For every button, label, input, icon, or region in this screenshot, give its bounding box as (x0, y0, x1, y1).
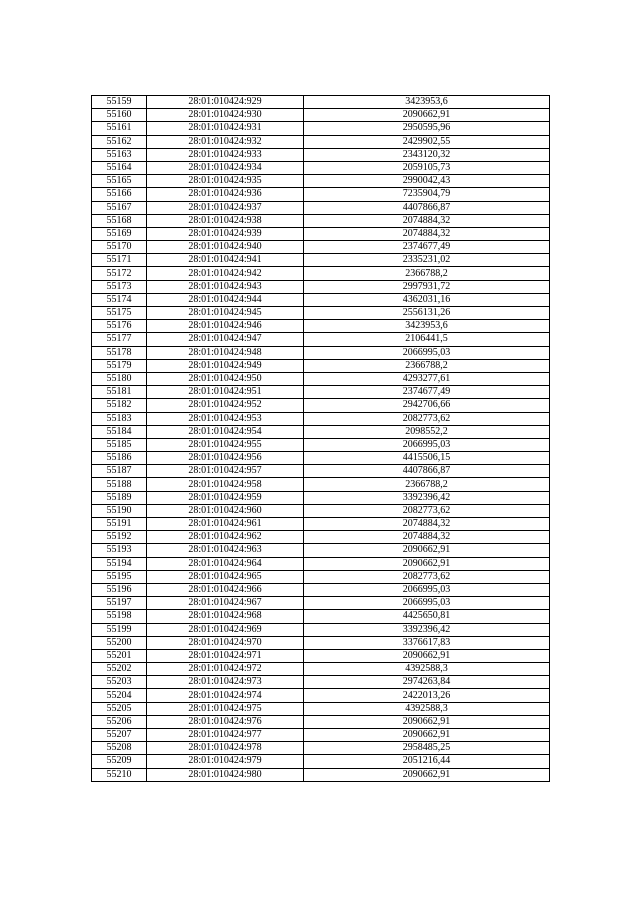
cadastral-value-table (91, 95, 550, 782)
cadastral-value-cell: 2335231,02 (304, 254, 550, 267)
cadastral-value-cell: 2343120,32 (304, 148, 550, 161)
row-number-cell: 55162 (92, 135, 147, 148)
cadastral-value-cell: 2090662,91 (304, 768, 550, 781)
row-number-cell: 55188 (92, 478, 147, 491)
table-row (92, 293, 550, 306)
table-row (92, 583, 550, 596)
table-row (92, 161, 550, 174)
cadastral-number-cell: 28:01:010424:956 (147, 452, 304, 465)
cadastral-value-cell: 2366788,2 (304, 478, 550, 491)
cadastral-number-cell: 28:01:010424:937 (147, 201, 304, 214)
cadastral-number-cell: 28:01:010424:945 (147, 307, 304, 320)
cadastral-value-cell: 2374677,49 (304, 386, 550, 399)
cadastral-value-cell: 2974263,84 (304, 676, 550, 689)
cadastral-number-cell: 28:01:010424:973 (147, 676, 304, 689)
table-row (92, 636, 550, 649)
row-number-cell: 55197 (92, 597, 147, 610)
table-row (92, 412, 550, 425)
cadastral-value-cell: 4392588,3 (304, 702, 550, 715)
cadastral-number-cell: 28:01:010424:957 (147, 465, 304, 478)
row-number-cell: 55207 (92, 729, 147, 742)
table-row (92, 610, 550, 623)
table-row (92, 188, 550, 201)
cadastral-value-cell: 2997931,72 (304, 280, 550, 293)
cadastral-value-cell: 3392396,42 (304, 491, 550, 504)
row-number-cell: 55190 (92, 504, 147, 517)
cadastral-value-cell: 2942706,66 (304, 399, 550, 412)
cadastral-number-cell: 28:01:010424:929 (147, 96, 304, 109)
row-number-cell: 55185 (92, 438, 147, 451)
row-number-cell: 55179 (92, 359, 147, 372)
cadastral-number-cell: 28:01:010424:930 (147, 109, 304, 122)
row-number-cell: 55193 (92, 544, 147, 557)
cadastral-number-cell: 28:01:010424:978 (147, 742, 304, 755)
cadastral-value-cell: 2082773,62 (304, 570, 550, 583)
cadastral-number-cell: 28:01:010424:962 (147, 531, 304, 544)
cadastral-number-cell: 28:01:010424:949 (147, 359, 304, 372)
cadastral-number-cell: 28:01:010424:963 (147, 544, 304, 557)
cadastral-value-cell: 2556131,26 (304, 307, 550, 320)
table-row (92, 320, 550, 333)
cadastral-number-cell: 28:01:010424:976 (147, 715, 304, 728)
cadastral-number-cell: 28:01:010424:974 (147, 689, 304, 702)
table-row (92, 175, 550, 188)
cadastral-value-cell: 2074884,32 (304, 227, 550, 240)
cadastral-number-cell: 28:01:010424:941 (147, 254, 304, 267)
cadastral-number-cell: 28:01:010424:943 (147, 280, 304, 293)
row-number-cell: 55210 (92, 768, 147, 781)
row-number-cell: 55202 (92, 663, 147, 676)
cadastral-number-cell: 28:01:010424:931 (147, 122, 304, 135)
row-number-cell: 55170 (92, 241, 147, 254)
cadastral-value-cell: 3376617,83 (304, 636, 550, 649)
table-row (92, 755, 550, 768)
cadastral-number-cell: 28:01:010424:952 (147, 399, 304, 412)
row-number-cell: 55165 (92, 175, 147, 188)
cadastral-number-cell: 28:01:010424:938 (147, 214, 304, 227)
cadastral-number-cell: 28:01:010424:953 (147, 412, 304, 425)
cadastral-number-cell: 28:01:010424:942 (147, 267, 304, 280)
cadastral-value-cell: 4425650,81 (304, 610, 550, 623)
cadastral-value-cell: 7235904,79 (304, 188, 550, 201)
cadastral-value-cell: 2429902,55 (304, 135, 550, 148)
cadastral-value-cell: 2090662,91 (304, 557, 550, 570)
table-row (92, 768, 550, 781)
row-number-cell: 55181 (92, 386, 147, 399)
row-number-cell: 55163 (92, 148, 147, 161)
cadastral-number-cell: 28:01:010424:935 (147, 175, 304, 188)
table-row (92, 452, 550, 465)
table-row (92, 254, 550, 267)
table-row (92, 438, 550, 451)
row-number-cell: 55160 (92, 109, 147, 122)
cadastral-number-cell: 28:01:010424:964 (147, 557, 304, 570)
cadastral-number-cell: 28:01:010424:940 (147, 241, 304, 254)
cadastral-number-cell: 28:01:010424:965 (147, 570, 304, 583)
table-row (92, 715, 550, 728)
table-row (92, 557, 550, 570)
cadastral-value-cell: 2090662,91 (304, 544, 550, 557)
cadastral-number-cell: 28:01:010424:954 (147, 425, 304, 438)
cadastral-number-cell: 28:01:010424:932 (147, 135, 304, 148)
table-row (92, 676, 550, 689)
row-number-cell: 55208 (92, 742, 147, 755)
cadastral-value-cell: 3423953,6 (304, 96, 550, 109)
row-number-cell: 55196 (92, 583, 147, 596)
cadastral-number-cell: 28:01:010424:950 (147, 372, 304, 385)
table-row (92, 478, 550, 491)
row-number-cell: 55203 (92, 676, 147, 689)
cadastral-value-cell: 2090662,91 (304, 109, 550, 122)
row-number-cell: 55167 (92, 201, 147, 214)
cadastral-value-cell: 2066995,03 (304, 438, 550, 451)
cadastral-value-cell: 2074884,32 (304, 518, 550, 531)
cadastral-number-cell: 28:01:010424:960 (147, 504, 304, 517)
table-row (92, 544, 550, 557)
cadastral-value-cell: 2090662,91 (304, 649, 550, 662)
row-number-cell: 55201 (92, 649, 147, 662)
table-row (92, 214, 550, 227)
cadastral-value-cell: 2990042,43 (304, 175, 550, 188)
cadastral-number-cell: 28:01:010424:934 (147, 161, 304, 174)
cadastral-number-cell: 28:01:010424:966 (147, 583, 304, 596)
cadastral-value-cell: 2066995,03 (304, 583, 550, 596)
table-row (92, 425, 550, 438)
cadastral-value-cell: 4293277,61 (304, 372, 550, 385)
table-row (92, 518, 550, 531)
table-row (92, 122, 550, 135)
table-row (92, 465, 550, 478)
cadastral-number-cell: 28:01:010424:946 (147, 320, 304, 333)
table-row (92, 227, 550, 240)
table-row (92, 386, 550, 399)
cadastral-number-cell: 28:01:010424:968 (147, 610, 304, 623)
row-number-cell: 55159 (92, 96, 147, 109)
table-row (92, 148, 550, 161)
cadastral-value-cell: 2066995,03 (304, 597, 550, 610)
row-number-cell: 55183 (92, 412, 147, 425)
row-number-cell: 55189 (92, 491, 147, 504)
row-number-cell: 55177 (92, 333, 147, 346)
row-number-cell: 55178 (92, 346, 147, 359)
row-number-cell: 55182 (92, 399, 147, 412)
table-row (92, 702, 550, 715)
cadastral-value-cell: 3423953,6 (304, 320, 550, 333)
table-row (92, 280, 550, 293)
cadastral-value-cell: 2950595,96 (304, 122, 550, 135)
cadastral-number-cell: 28:01:010424:970 (147, 636, 304, 649)
cadastral-number-cell: 28:01:010424:936 (147, 188, 304, 201)
cadastral-value-cell: 2074884,32 (304, 214, 550, 227)
cadastral-number-cell: 28:01:010424:977 (147, 729, 304, 742)
table-row (92, 201, 550, 214)
cadastral-value-cell: 2098552,2 (304, 425, 550, 438)
row-number-cell: 55198 (92, 610, 147, 623)
row-number-cell: 55205 (92, 702, 147, 715)
row-number-cell: 55171 (92, 254, 147, 267)
row-number-cell: 55173 (92, 280, 147, 293)
cadastral-number-cell: 28:01:010424:980 (147, 768, 304, 781)
table-row (92, 372, 550, 385)
row-number-cell: 55204 (92, 689, 147, 702)
cadastral-number-cell: 28:01:010424:979 (147, 755, 304, 768)
cadastral-value-cell: 2066995,03 (304, 346, 550, 359)
table-row (92, 267, 550, 280)
cadastral-number-cell: 28:01:010424:967 (147, 597, 304, 610)
cadastral-value-cell: 4407866,87 (304, 201, 550, 214)
table-row (92, 307, 550, 320)
cadastral-value-cell: 2422013,26 (304, 689, 550, 702)
cadastral-value-cell: 2090662,91 (304, 715, 550, 728)
row-number-cell: 55166 (92, 188, 147, 201)
table-body (92, 96, 550, 782)
cadastral-number-cell: 28:01:010424:951 (147, 386, 304, 399)
cadastral-number-cell: 28:01:010424:959 (147, 491, 304, 504)
cadastral-value-cell: 2082773,62 (304, 412, 550, 425)
table-row (92, 742, 550, 755)
table-row (92, 109, 550, 122)
row-number-cell: 55206 (92, 715, 147, 728)
row-number-cell: 55161 (92, 122, 147, 135)
row-number-cell: 55199 (92, 623, 147, 636)
cadastral-value-cell: 2374677,49 (304, 241, 550, 254)
row-number-cell: 55176 (92, 320, 147, 333)
table-row (92, 333, 550, 346)
cadastral-number-cell: 28:01:010424:975 (147, 702, 304, 715)
cadastral-value-cell: 4415506,15 (304, 452, 550, 465)
row-number-cell: 55194 (92, 557, 147, 570)
cadastral-number-cell: 28:01:010424:955 (147, 438, 304, 451)
row-number-cell: 55180 (92, 372, 147, 385)
cadastral-number-cell: 28:01:010424:939 (147, 227, 304, 240)
table-row (92, 359, 550, 372)
row-number-cell: 55169 (92, 227, 147, 240)
row-number-cell: 55191 (92, 518, 147, 531)
table-row (92, 597, 550, 610)
row-number-cell: 55168 (92, 214, 147, 227)
cadastral-number-cell: 28:01:010424:948 (147, 346, 304, 359)
row-number-cell: 55184 (92, 425, 147, 438)
row-number-cell: 55174 (92, 293, 147, 306)
cadastral-value-cell: 2051216,44 (304, 755, 550, 768)
cadastral-value-cell: 2059105,73 (304, 161, 550, 174)
row-number-cell: 55175 (92, 307, 147, 320)
table-row (92, 570, 550, 583)
table-row (92, 729, 550, 742)
cadastral-value-cell: 4407866,87 (304, 465, 550, 478)
cadastral-value-cell: 2366788,2 (304, 267, 550, 280)
cadastral-value-cell: 2106441,5 (304, 333, 550, 346)
cadastral-value-cell: 3392396,42 (304, 623, 550, 636)
row-number-cell: 55172 (92, 267, 147, 280)
table-row (92, 241, 550, 254)
row-number-cell: 55164 (92, 161, 147, 174)
cadastral-value-cell: 4392588,3 (304, 663, 550, 676)
cadastral-value-cell: 2082773,62 (304, 504, 550, 517)
table-row (92, 491, 550, 504)
cadastral-number-cell: 28:01:010424:958 (147, 478, 304, 491)
table-row (92, 96, 550, 109)
row-number-cell: 55186 (92, 452, 147, 465)
row-number-cell: 55195 (92, 570, 147, 583)
cadastral-value-cell: 2958485,25 (304, 742, 550, 755)
table-row (92, 135, 550, 148)
cadastral-value-cell: 2074884,32 (304, 531, 550, 544)
cadastral-number-cell: 28:01:010424:944 (147, 293, 304, 306)
cadastral-number-cell: 28:01:010424:971 (147, 649, 304, 662)
table-row (92, 663, 550, 676)
cadastral-value-cell: 4362031,16 (304, 293, 550, 306)
table-row (92, 689, 550, 702)
row-number-cell: 55200 (92, 636, 147, 649)
row-number-cell: 55192 (92, 531, 147, 544)
table-row (92, 399, 550, 412)
cadastral-number-cell: 28:01:010424:969 (147, 623, 304, 636)
table-row (92, 649, 550, 662)
row-number-cell: 55187 (92, 465, 147, 478)
cadastral-value-cell: 2090662,91 (304, 729, 550, 742)
cadastral-number-cell: 28:01:010424:933 (147, 148, 304, 161)
cadastral-value-cell: 2366788,2 (304, 359, 550, 372)
cadastral-number-cell: 28:01:010424:961 (147, 518, 304, 531)
table-row (92, 504, 550, 517)
table-row (92, 623, 550, 636)
cadastral-number-cell: 28:01:010424:947 (147, 333, 304, 346)
table-row (92, 346, 550, 359)
cadastral-number-cell: 28:01:010424:972 (147, 663, 304, 676)
table-row (92, 531, 550, 544)
row-number-cell: 55209 (92, 755, 147, 768)
